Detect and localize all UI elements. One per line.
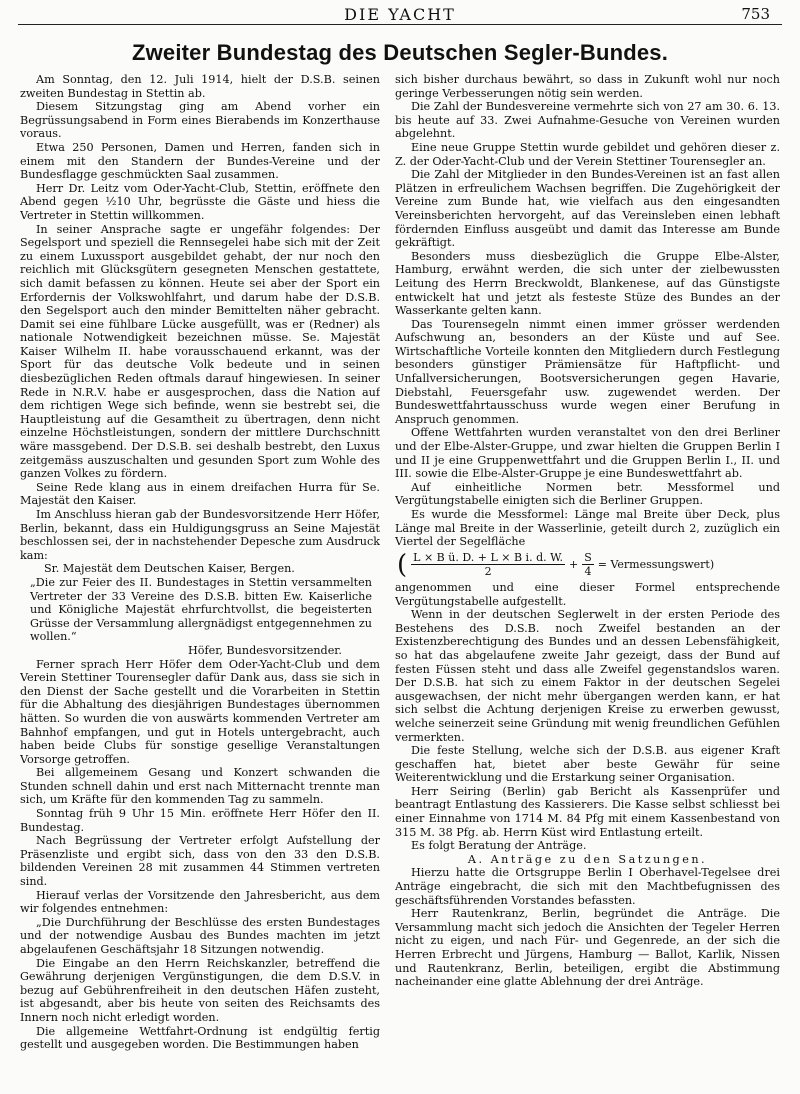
- paragraph: Die Zahl der Mitglieder in den Bundes-Vereinen ist an fast allen Plätzen in erfreulichem Wachsen begriffen. Die Zugehörigkeit der Vereine zum Bunde hat, wie vielfach aus den eingesandten Vereinsberichten hervorgeht, auf das Vereinsleben einen lebhaft fördernden Einfluss ausgeübt und damit das Interesse am Bunde gekräftigt.: [395, 168, 780, 250]
- left-column: [20, 73, 380, 1078]
- paragraph: Es folgt Beratung der Anträge.: [411, 839, 587, 853]
- paragraph: Seine Rede klang aus in einem dreifachen Hurra für Se. Majestät den Kaiser.: [20, 480, 380, 508]
- paragraph: Die allgemeine Wettfahrt-Ordnung ist endgültig fertig gestellt und ausgegeben worden. Die Bestimmungen haben: [20, 1024, 380, 1052]
- paragraph: sich bisher durchaus bewährt, so dass in Zukunft wohl nur noch geringe Verbesserungen nötig sein werden.: [395, 73, 780, 100]
- article-title: Zweiter Bundestag des Deutschen Segler-Bundes.: [131, 40, 669, 65]
- paragraph: Wenn in der deutschen Seglerwelt in der ersten Periode des Bestehens des D.S.B. noch Zweifel bestanden an der Existenzberechtigung des Bundes und an dessen Lebensfähigkeit, so hat das abgelaufene zweite Jahr gezeigt, dass der Bund auf festen Füssen steht und dass alle Zweifel gegenstandslos waren. Der D.S.B. hat sich zu einem Faktor in der deutschen Segelei ausgewachsen, der nicht mehr übergangen werden kann, er hat sich selbst die Achtung derjenigen Kreise zu erwerben gewusst, welche seinerzeit seine Gründung mit wenig freundlichen Gefühlen vermerkten.: [395, 608, 780, 744]
- formula-plus: +: [568, 558, 579, 572]
- formula-fraction-sail: [582, 551, 594, 579]
- paragraph: Am Sonntag, den 12. Juli 1914, hielt der D.S.B. seinen zweiten Bundestag in Stettin ab.: [20, 73, 380, 100]
- running-title: DIE YACHT: [344, 5, 456, 24]
- paragraph: Diesem Sitzungstag ging am Abend vorher ein Begrüssungsabend in Form eines Bierabends im Konzerthause voraus.: [20, 100, 380, 141]
- paragraph: Es wurde die Messformel: Länge mal Breite über Deck, plus Länge mal Breite in der Wasserlinie, geteilt durch 2, zuzüglich ein Viertel der Segelfläche: [395, 508, 780, 549]
- right-column: [395, 73, 780, 1078]
- telegram-signature: Höfer, Bundesvorsitzender.: [187, 643, 342, 657]
- formula-fraction-main: [411, 551, 565, 579]
- formula-denominator: 2: [484, 565, 492, 579]
- paragraph: Herr Rautenkranz, Berlin, begründet die Anträge. Die Versammlung macht sich jedoch die Ansichten der Tegeler Herren nicht zu eigen, und nach Für- und Gegenrede, an der sich die Herren Erbrecht und Jürgens, Hamburg — Ballot, Karlik, Nissen und Rautenkranz, Berlin, beteiligen, ergibt die Abstimmung nacheinander eine glatte Ablehnung der drei Anträge.: [395, 907, 780, 989]
- telegram-address: Sr. Majestät dem Deutschen Kaiser, Bergen.: [44, 562, 295, 576]
- measurement-formula: [397, 551, 780, 579]
- telegram: [30, 562, 372, 657]
- page-number: 753: [741, 5, 770, 23]
- paragraph: Hierzu hatte die Ortsgruppe Berlin I Oberhavel-Tegelsee drei Anträge eingebracht, die sich mit den Machtbefugnissen des geschäftsführenden Vorstandes befassten.: [395, 866, 780, 907]
- paragraph: Das Tourensegeln nimmt einen immer grösser werdenden Aufschwung an, besonders an der Küste und auf See. Wirtschaftliche Vorteile konnten den Mitgliedern durch Festlegung besonders günstiger Prämiensätze für Haftpflicht- und Unfallversicherungen, Bootsversicherungen gegen Havarie, Diebstahl, Feuersgefahr usw. zugewendet werden. Der Bundeswettfahrtausschuss wurde wegen einer Berufung in Anspruch genommen.: [395, 317, 780, 426]
- formula-result: = Vermessungswert): [597, 558, 715, 572]
- paragraph: Die feste Stellung, welche sich der D.S.B. aus eigener Kraft geschaffen hat, bietet aber beste Gewähr für seine Weiterentwicklung und die Erstarkung seiner Organisation.: [395, 744, 780, 785]
- paragraph: Die Zahl der Bundesvereine vermehrte sich von 27 am 30. 6. 13. bis heute auf 33. Zwei Aufnahme-Gesuche von Vereinen wurden abgelehnt.: [395, 100, 780, 141]
- paragraph: Nach Begrüssung der Vertreter erfolgt Aufstellung der Präsenzliste und ergibt sich, dass von den 33 den D.S.B. bildenden Vereinen 28 mit zusammen 44 Stimmen vertreten sind.: [20, 834, 380, 889]
- paragraph: Offene Wettfahrten wurden veranstaltet von den drei Berliner und der Elbe-Alster-Gruppe, und zwar hielten die Gruppen Berlin I und II je eine Gruppenwettfahrt und die Gruppen Berlin I., II. und III. sowie die Elbe-Alster-Gruppe je eine Bundeswettfahrt ab.: [395, 426, 780, 481]
- formula-sail-denominator: 4: [584, 565, 592, 579]
- paragraph: In seiner Ansprache sagte er ungefähr folgendes: Der Segelsport und speziell die Rennsegelei habe sich mit der Zeit zu einem Luxussport ausgebildet gehabt, der nur noch den reichlich mit Glücksgütern gesegneten Menschen gestattete, sich damit befassen zu können. Heute sei aber der Sport ein Erfordernis der Volkswohlfahrt, und darum habe der D.S.B. den Segelsport auch den minder Bemittelten näher gebracht. Damit sei eine fühlbare Lücke ausgefüllt, was er (Redner) als nationale Notwendigkeit bezeichnen müsse. Se. Majestät Kaiser Wilhelm II. habe vorausschauend erkannt, was der Sport für das deutsche Volk bedeute und in seinen diesbezüglichen Reden oftmals darauf hingewiesen. In seiner Rede in N.R.V. habe er ausgesprochen, dass die Nation auf dem richtigen Wege sich befinde, wenn sie bestrebt sei, die Hauptleistung auf die Gesamtheit zu übertragen, denn nicht einzelne Höchstleistungen, sondern der mittlere Durchschnitt wäre massgebend. Der D.S.B. sei deshalb bestrebt, den Luxus zeitgemäss auszuschalten und gesunden Sport zum Wohle des ganzen Volkes zu fördern.: [20, 222, 380, 481]
- paragraph: Sonntag früh 9 Uhr 15 Min. eröffnete Herr Höfer den II. Bundestag.: [20, 807, 380, 834]
- paragraph: Bei allgemeinem Gesang und Konzert schwanden die Stunden schnell dahin und erst nach Mitternacht trennte man sich, um Kräfte für den kommenden Tag zu sammeln.: [20, 766, 380, 807]
- paragraph: Eine neue Gruppe Stettin wurde gebildet und gehören dieser z. Z. der Oder-Yacht-Club und der Verein Stettiner Tourensegler an.: [395, 140, 780, 168]
- formula-numerator: L × B ü. D. + L × B i. d. W.: [413, 550, 563, 564]
- paragraph: Ferner sprach Herr Höfer dem Oder-Yacht-Club und dem Verein Stettiner Tourensegler dafür Dank aus, dass sie sich in den Dienst der Sache gestellt und die Vorarbeiten in Stettin für die Abhaltung des diesjährigen Bundestages übernommen hätten. So wurden die von auswärts kommenden Vertreter am Bahnhof empfangen, und gut in Hotels untergebracht, auch haben beide Clubs für sonstige gesellige Veranstaltungen Vorsorge getroffen.: [20, 657, 380, 766]
- paragraph: Herr Dr. Leitz vom Oder-Yacht-Club, Stettin, eröffnete den Abend gegen ½10 Uhr, begrüsste die Gäste und hiess die Vertreter in Stettin willkommen.: [20, 181, 380, 222]
- telegram-text: „Die zur Feier des II. Bundestages in Stettin versammelten Vertreter der 33 Vereine des D.S.B. bitten Ew. Kaiserliche und Königliche Majestät ehrfurchtvollst, die begeistertеn Grüsse der Versammlung allergnädigst entgegennehmen zu wollen.“: [30, 575, 372, 644]
- paragraph: Im Anschluss hieran gab der Bundesvorsitzende Herr Höfer, Berlin, bekannt, dass ein Huldigungsgruss an Seine Majestät beschlossen sei, der in nachstehender Depesche zum Ausdruck kam:: [20, 508, 380, 562]
- paragraph: Auf einheitliche Normen betr. Messformel und Vergütungstabelle einigten sich die Berliner Gruppen.: [395, 480, 780, 508]
- formula-sail-numerator: S: [584, 550, 592, 564]
- formula-paren: (: [397, 549, 408, 580]
- paragraph: angenommen und eine dieser Formel entsprechende Vergütungstabelle aufgestellt.: [395, 580, 780, 608]
- header-rule: [18, 24, 782, 25]
- paragraph: „Die Durchführung der Beschlüsse des ersten Bundestages und der notwendige Ausbau des Bundes machten im jetzt abgelaufenen Geschäftsjahr 18 Sitzungen notwendig.: [20, 915, 380, 956]
- section-heading: A. Anträge zu den Satzungen.: [467, 852, 708, 866]
- paragraph: Besonders muss diesbezüglich die Gruppe Elbe-Alster, Hamburg, erwähnt werden, die sich unter der zielbewussten Leitung des Herrn Breckwoldt, Blankenese, auf das Günstigste entwickelt hat und jetzt als festeste Stüze des Bundes an der Wasserkante gelten kann.: [395, 249, 780, 318]
- paragraph: Etwa 250 Personen, Damen und Herren, fanden sich in einem mit den Standern der Bundes-Vereine und der Bundesflagge geschmückten Saal zusammen.: [20, 140, 380, 182]
- paragraph: Hierauf verlas der Vorsitzende den Jahresbericht, aus dem wir folgendes entnehmen:: [20, 888, 380, 916]
- paragraph: Herr Seiring (Berlin) gab Bericht als Kassenprüfer und beantragt Entlastung des Kassierers. Die Kasse selbst schliesst bei einer Einnahme von 1714 M. 84 Pfg mit einem Kassenbestand von 315 M. 38 Pfg. ab. Herrn Küst wird Entlastung erteilt.: [395, 784, 780, 839]
- paragraph: Die Eingabe an den Herrn Reichskanzler, betreffend die Gewährung derjenigen Vergünstigungen, die dem D.S.V. in bezug auf Gebührenfreiheit in den deutschen Häfen zusteht, ist abgesandt, aber bis heute von seiten des Reichsamts des Innern noch nicht erledigt worden.: [20, 956, 380, 1024]
